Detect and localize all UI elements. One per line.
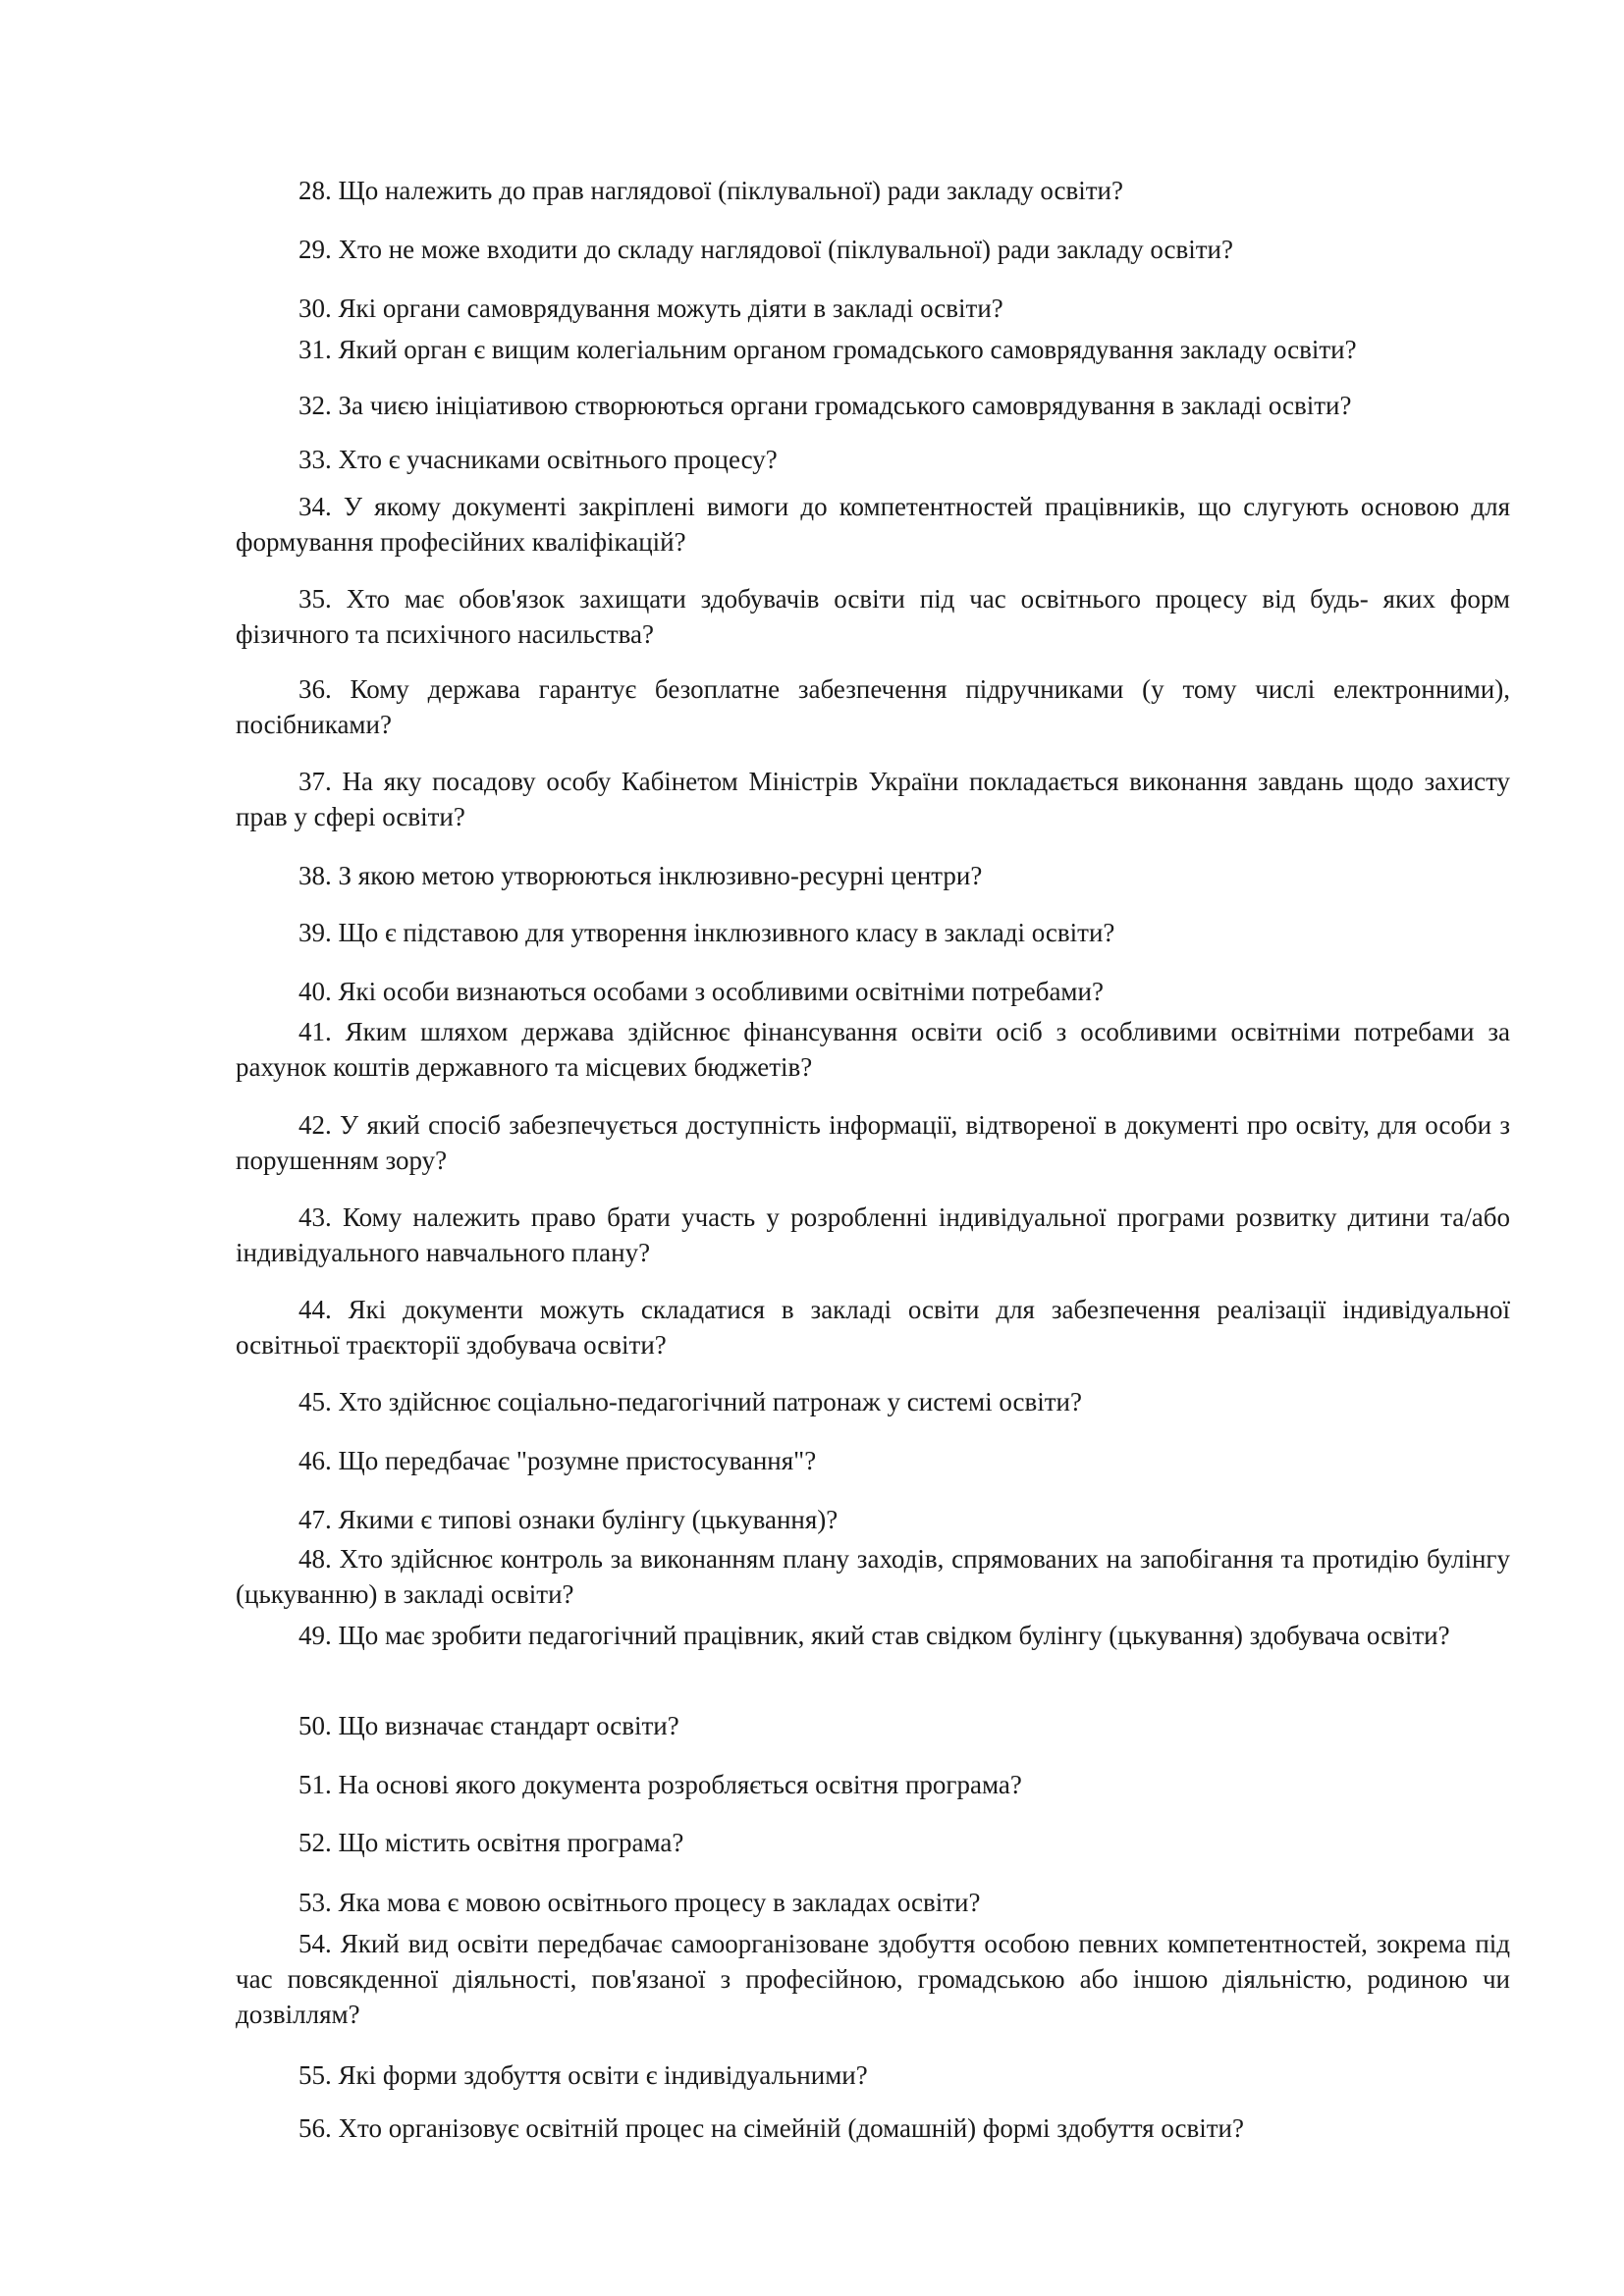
question-number: 34.: [298, 492, 332, 521]
question-34: [236, 489, 1510, 560]
question-number: 37.: [298, 767, 332, 796]
question-number: 39.: [298, 918, 332, 947]
question-50: [236, 1708, 1510, 1743]
question-number: 29.: [298, 235, 332, 264]
question-42: [236, 1107, 1510, 1178]
question-29: [236, 232, 1510, 267]
question-31: [236, 332, 1510, 367]
question-39: [236, 915, 1510, 950]
question-30: [236, 291, 1510, 326]
question-55: [236, 2057, 1510, 2093]
question-text: Кому належить право брати участь у розробленні індивідуальної програми розвитку дитини та/або індивідуального навчального плану?: [236, 1202, 1511, 1267]
question-number: 46.: [298, 1446, 332, 1475]
question-number: 40.: [298, 977, 332, 1006]
question-text: Якими є типові ознаки булінгу (цькування)?: [338, 1505, 839, 1534]
question-number: 49.: [298, 1621, 332, 1650]
question-36: [236, 671, 1510, 742]
question-number: 56.: [298, 2113, 332, 2143]
question-45: [236, 1384, 1510, 1419]
question-number: 38.: [298, 861, 332, 890]
question-text: Яка мова є мовою освітнього процесу в закладах освіти?: [338, 1888, 981, 1917]
question-32: [236, 388, 1510, 423]
question-number: 41.: [298, 1017, 332, 1046]
question-35: [236, 581, 1510, 652]
question-text: Який орган є вищим колегіальним органом громадського самоврядування закладу освіти?: [338, 335, 1357, 364]
question-text: Який вид освіти передбачає самоорганізоване здобуття особою певних компетентностей, зокрема під час повсякденної діяльності, пов'язаної з професійною, громадською або іншою діяльністю, родиною чи дозвіллям?: [236, 1929, 1511, 2029]
question-number: 33.: [298, 445, 332, 474]
question-number: 28.: [298, 176, 332, 205]
question-text: Що має зробити педагогічний працівник, який став свідком булінгу (цькування) здобувача освіти?: [338, 1621, 1450, 1650]
question-46: [236, 1443, 1510, 1478]
question-text: Які органи самоврядування можуть діяти в закладі освіти?: [338, 294, 1003, 323]
question-33: [236, 442, 1510, 477]
question-number: 48.: [298, 1544, 332, 1574]
question-text: Хто здійснює соціально-педагогічний патронаж у системі освіти?: [338, 1387, 1082, 1416]
question-text: У який спосіб забезпечується доступність інформації, відтвореної в документі про освіту, для особи з порушенням зору?: [236, 1110, 1511, 1175]
question-40: [236, 974, 1510, 1009]
question-51: [236, 1767, 1510, 1802]
question-41: [236, 1014, 1510, 1085]
question-text: Які документи можуть складатися в закладі освіти для забезпечення реалізації індивідуальної освітньої траєкторії здобувача освіти?: [236, 1295, 1511, 1360]
question-47: [236, 1502, 1510, 1537]
question-53: [236, 1885, 1510, 1920]
question-text: Які форми здобуття освіти є індивідуальними?: [338, 2060, 868, 2090]
question-number: 51.: [298, 1770, 332, 1799]
question-text: Що є підставою для утворення інклюзивного класу в закладі освіти?: [338, 918, 1115, 947]
question-number: 55.: [298, 2060, 332, 2090]
question-text: Хто є учасниками освітнього процесу?: [338, 445, 778, 474]
question-text: Що визначає стандарт освіти?: [338, 1711, 679, 1740]
question-text: Яким шляхом держава здійснює фінансування освіти осіб з особливими освітніми потребами за рахунок коштів державного та місцевих бюджетів?: [236, 1017, 1510, 1082]
question-54: [236, 1926, 1510, 2032]
question-text: Що належить до прав наглядової (піклувальної) ради закладу освіти?: [338, 176, 1123, 205]
question-37: [236, 764, 1510, 834]
question-number: 52.: [298, 1828, 332, 1857]
question-text: Що містить освітня програма?: [338, 1828, 684, 1857]
question-number: 42.: [298, 1110, 332, 1140]
question-44: [236, 1292, 1510, 1362]
question-text: Хто не може входити до складу наглядової (піклувальної) ради закладу освіти?: [338, 235, 1233, 264]
question-52: [236, 1825, 1510, 1860]
question-text: На основі якого документа розробляється освітня програма?: [338, 1770, 1022, 1799]
question-number: 54.: [298, 1929, 332, 1958]
question-number: 36.: [298, 674, 332, 704]
question-text: Кому держава гарантує безоплатне забезпечення підручниками (у тому числі електронними), посібниками?: [236, 674, 1510, 739]
question-text: За чиєю ініціативою створюються органи громадського самоврядування в закладі освіти?: [338, 391, 1352, 420]
question-number: 44.: [298, 1295, 332, 1324]
question-text: Хто здійснює контроль за виконанням плану заходів, спрямованих на запобігання та протидію булінгу (цькуванню) в закладі освіти?: [236, 1544, 1511, 1609]
question-text: На яку посадову особу Кабінетом Міністрів України покладається виконання завдань щодо захисту прав у сфері освіти?: [236, 767, 1511, 831]
question-number: 30.: [298, 294, 332, 323]
question-number: 35.: [298, 584, 332, 614]
question-text: З якою метою утворюються інклюзивно-ресурні центри?: [338, 861, 983, 890]
question-text: У якому документі закріплені вимоги до компетентностей працівників, що слугують основою для формування професійних кваліфікацій?: [236, 492, 1511, 557]
question-38: [236, 858, 1510, 893]
question-56: [236, 2110, 1510, 2146]
question-number: 45.: [298, 1387, 332, 1416]
question-number: 31.: [298, 335, 332, 364]
question-28: [236, 173, 1510, 208]
question-number: 50.: [298, 1711, 332, 1740]
question-number: 53.: [298, 1888, 332, 1917]
question-text: Хто має обов'язок захищати здобувачів освіти під час освітнього процесу від будь- яких форм фізичного та психічного насильства?: [236, 584, 1511, 649]
question-text: Хто організовує освітній процес на сімейній (домашній) формі здобуття освіти?: [338, 2113, 1244, 2143]
question-48: [236, 1541, 1510, 1612]
question-43: [236, 1200, 1510, 1270]
question-49: [236, 1618, 1510, 1653]
question-number: 32.: [298, 391, 332, 420]
question-text: Які особи визнаються особами з особливими освітніми потребами?: [338, 977, 1104, 1006]
question-number: 47.: [298, 1505, 332, 1534]
question-number: 43.: [298, 1202, 332, 1232]
question-text: Що передбачає "розумне пристосування"?: [338, 1446, 817, 1475]
